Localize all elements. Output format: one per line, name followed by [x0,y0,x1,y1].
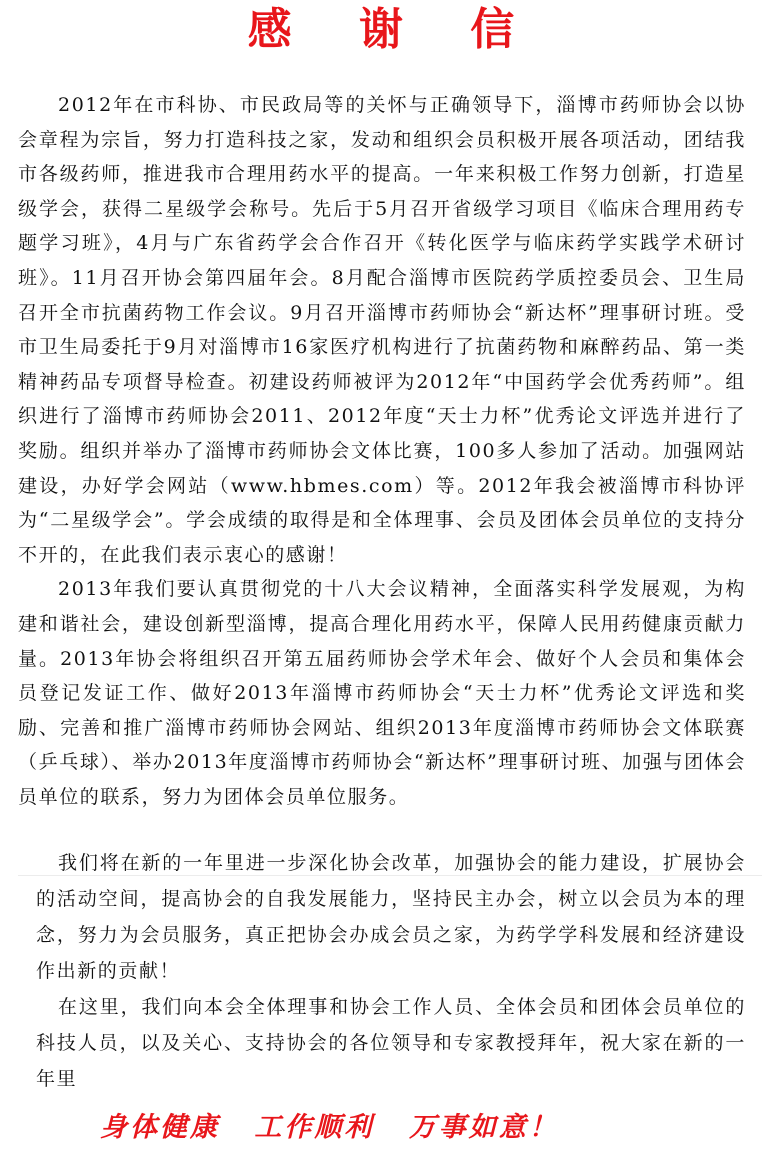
paragraph-2013-plan: 2013年我们要认真贯彻党的十八大会议精神，全面落实科学发展观，为构建和谐社会，建设创新型淄博，提高合理化用药水平，保障人民用药健康贡献力量。2013年协会将组织召开第五届药师协会学术年会、做好个人会员和集体会员登记发证工作、做好2013年淄博市药师协会“天士力杯”优秀论文评选和奖励、完善和推广淄博市药师协会网站、组织2013年度淄博市药师协会文体联赛（乒乓球）、举办2013年度淄博市药师协会“新达杯”理事研讨班、加强与团体会员单位的联系，努力为团体会员单位服务。 [18,578,746,808]
letter-body-upper [18,88,746,814]
letter-body-lower [18,845,746,1097]
wish-everything: 万事如意！ [408,1112,559,1143]
paragraph-reform-commitment: 我们将在新的一年里进一步深化协会改革，加强协会的能力建设，扩展协会的活动空间，提高协会的自我发展能力，坚持民主办会，树立以会员为本的理念，努力为会员服务，真正把协会办成会员之家，为药学学科发展和经济建设作出新的贡献！ [36,852,746,982]
closing-wishes [100,1108,581,1148]
wish-health: 身体健康 [100,1112,220,1143]
paragraph-new-year-greeting: 在这里，我们向本会全体理事和协会工作人员、全体会员和团体会员单位的科技人员，以及关心、支持协会的各位领导和专家教授拜年，祝大家在新的一年里 [36,996,746,1090]
paragraph-2012-review: 2012年在市科协、市民政局等的关怀与正确领导下，淄博市药师协会以协会章程为宗旨，努力打造科技之家，发动和组织会员积极开展各项活动，团结我市各级药师，推进我市合理用药水平的提高。一年来积极工作努力创新，打造星级学会，获得二星级学会称号。先后于5月召开省级学习项目《临床合理用药专题学习班》，4月与广东省药学会合作召开《转化医学与临床药学实践学术研讨班》。11月召开协会第四届年会。8月配合淄博市医院药学质控委员会、卫生局召开全市抗菌药物工作会议。9月召开淄博市药师协会“新达杯”理事研讨班。受市卫生局委托于9月对淄博市16家医疗机构进行了抗菌药物和麻醉药品、第一类精神药品专项督导检查。初建设药师被评为2012年“中国药学会优秀药师”。组织进行了淄博市药师协会2011、2012年度“天士力杯”优秀论文评选并进行了奖励。组织并举办了淄博市药师协会文体比赛，100多人参加了活动。加强网站建设，办好学会网站（www.hbmes.com）等。2012年我会被淄博市科协评为“二星级学会”。学会成绩的取得是和全体理事、会员及团体会员单位的支持分不开的，在此我们表示衷心的感谢！ [18,94,746,566]
letter-title: 感 谢 信 [247,4,541,55]
wish-work: 工作顺利 [254,1112,375,1143]
